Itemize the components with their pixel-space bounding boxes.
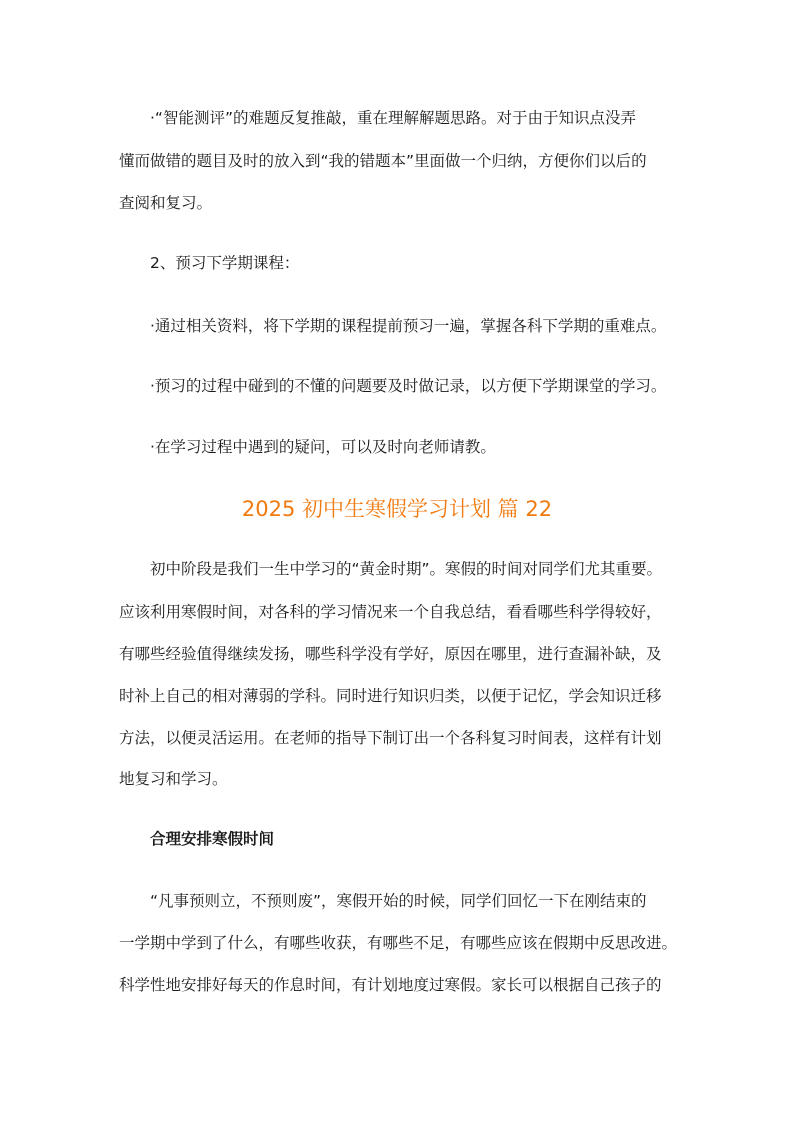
paragraph-line: 懂而做错的题目及时的放入到“我的错题本”里面做一个归纳，方便你们以后的 [119,152,647,170]
bullet-item: ·预习的过程中碰到的不懂的问题要及时做记录，以方便下学期课堂的学习。 [150,377,667,395]
paragraph-line: 一学期中学到了什么，有哪些收获，有哪些不足，有哪些应该在假期中反思改进。 [119,934,678,952]
paragraph-line: 应该利用寒假时间，对各科的学习情况来一个自我总结，看看哪些科学得较好， [119,603,662,621]
bullet-item: ·通过相关资料，将下学期的课程提前预习一遍，掌握各科下学期的重难点。 [150,317,667,335]
paragraph-line: 科学性地安排好每天的作息时间，有计划地度过寒假。家长可以根据自己孩子的 [119,976,662,994]
section-title: 2025 初中生寒假学习计划 篇 22 [241,497,553,521]
paragraph-line: “凡事预则立，不预则废”，寒假开始的时候，同学们回忆一下在刚结束的 [150,892,647,910]
paragraph-line: 查阅和复习。 [119,194,213,212]
paragraph-line: 初中阶段是我们一生中学习的“黄金时期”。寒假的时间对同学们尤其重要。 [150,560,663,578]
paragraph-line: 有哪些经验值得继续发扬，哪些科学没有学好，原因在哪里，进行查漏补缺，及 [119,645,662,663]
paragraph-line: 时补上自己的相对薄弱的学科。同时进行知识归类，以便于记忆，学会知识迁移 [119,687,662,705]
subheading: 合理安排寒假时间 [150,830,275,848]
list-item-title: 2、预习下学期课程： [150,254,300,272]
paragraph-line: 地复习和学习。 [119,770,228,788]
paragraph-line: ·“智能测评”的难题反复推敲，重在理解解题思路。对于由于知识点没弄 [150,109,636,127]
paragraph-line: 方法，以便灵活运用。在老师的指导下制订出一个各科复习时间表，这样有计划 [119,729,662,747]
bullet-item: ·在学习过程中遇到的疑问，可以及时向老师请教。 [150,438,496,456]
